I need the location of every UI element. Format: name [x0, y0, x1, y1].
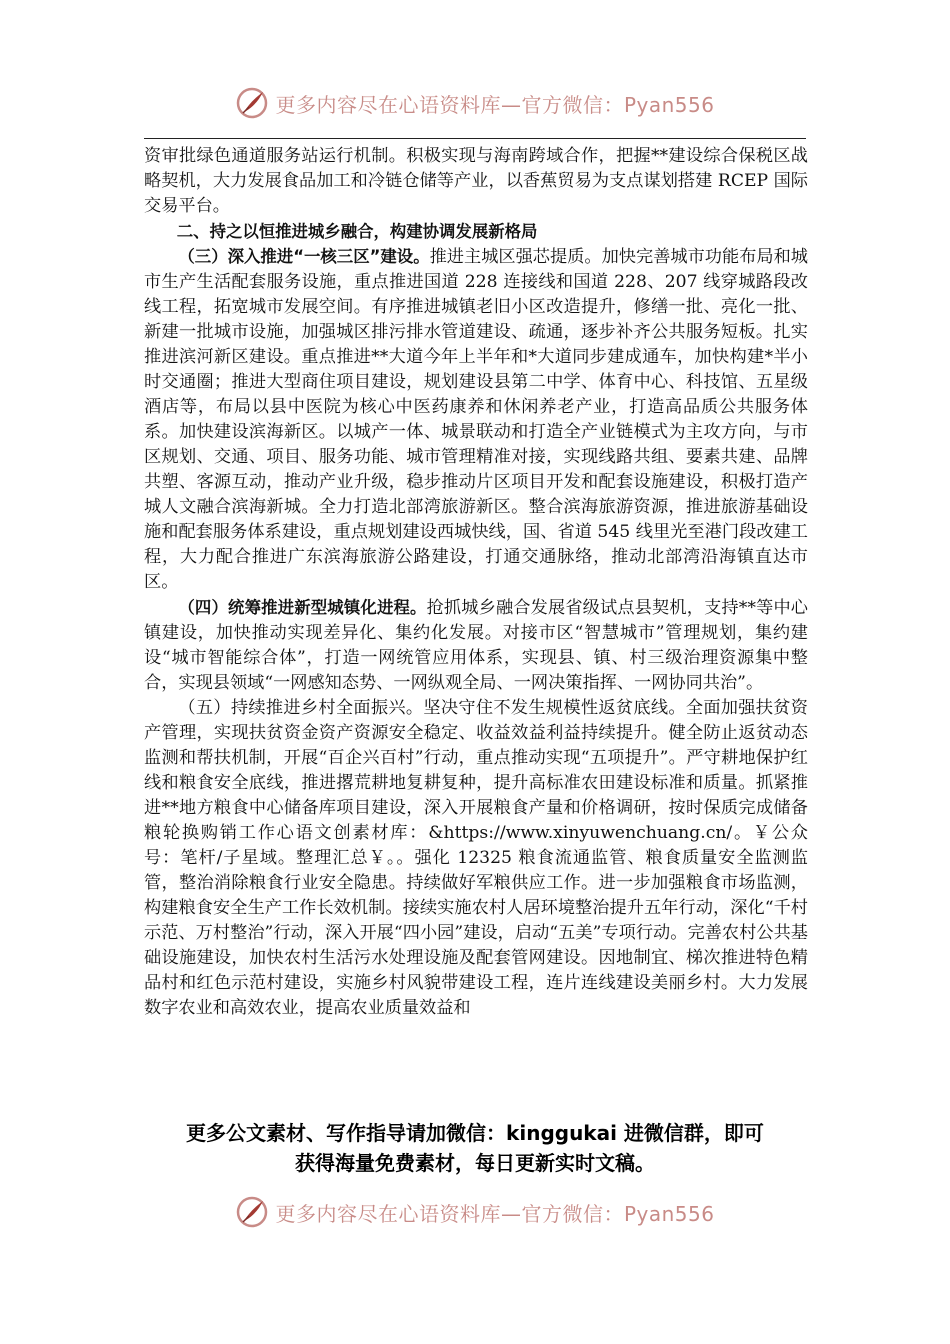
- paragraph-4-lead: （四）统筹推进新型城镇化进程。: [178, 598, 427, 617]
- feather-pen-logo-icon: [235, 1195, 269, 1229]
- document-body: [144, 144, 808, 1021]
- footer-banner: [0, 1195, 950, 1229]
- paragraph-4-text: 抢抓城乡融合发展省级试点县契机，支持**等中心镇建设，加快推动实现差异化、集约化发展。对接市区“智慧城市”管理规划，集约建设“城市智能综合体”，打造一网统管应用体系，实现县、镇、村三级治理资源集中整合，实现县领域“一网感知态势、一网纵观全局、一网决策指挥、一网协同共治”。: [144, 598, 808, 693]
- paragraph-4: [144, 595, 808, 696]
- footer-notice-line-2: 获得海量免费素材，每日更新实时文稿。: [295, 1151, 655, 1175]
- header-banner: [0, 86, 950, 120]
- paragraph-5: （五）持续推进乡村全面振兴。坚决守住不发生规模性返贫底线。全面加强扶贫资产管理，实现扶贫资金资产资源安全稳定、收益效益利益持续提升。健全防止返贫动态监测和帮扶机制，开展“百企兴百村”行动，重点推动实现“五项提升”。严守耕地保护红线和粮食安全底线，推进撂荒耕地复耕复种，提升高标准农田建设标准和质量。抓紧推进**地方粮食中心储备库项目建设，深入开展粮食产量和价格调研，按时保质完成储备粮轮换购销工作心语文创素材库：&https://www.xinyuwenchuang.cn/。￥公众号：笔杆/子星域。整理汇总￥。。强化 12325 粮食流通监管、粮食质量安全监测监管，整治消除粮食行业安全隐患。持续做好军粮供应工作。进一步加强粮食市场监测，构建粮食安全生产工作长效机制。接续实施农村人居环境整治提升五年行动，深化“千村示范、万村整治”行动，深入开展“四小园”建设，启动“五美”专项行动。完善农村公共基础设施建设，加快农村生活污水处理设施及配套管网建设。因地制宜、梯次推进特色精品村和红色示范村建设，实施乡村风貌带建设工程，连片连线建设美丽乡村。大力发展数字农业和高效农业，提高农业质量效益和: [144, 698, 808, 1018]
- paragraph-1: 资审批绿色通道服务站运行机制。积极实现与海南跨域合作，把握**建设综合保税区战略契机，大力发展食品加工和冷链仓储等产业，以香蕉贸易为支点谋划搭建 RCEP 国际交易平台。: [144, 146, 808, 216]
- footer-notice-line-1: 更多公文素材、写作指导请加微信：kinggukai 进微信群，即可: [186, 1121, 764, 1145]
- paragraph-3-lead: （三）深入推进“一核三区”建设。: [178, 247, 430, 266]
- footer-notice: [130, 1118, 820, 1178]
- header-banner-text: 更多内容尽在心语资料库—官方微信：Pyan556: [275, 92, 715, 117]
- section-heading-2: 二、持之以恒推进城乡融合，构建协调发展新格局: [176, 222, 538, 241]
- footer-banner-text: 更多内容尽在心语资料库—官方微信：Pyan556: [275, 1201, 715, 1226]
- feather-pen-logo-icon: [235, 86, 269, 120]
- paragraph-3-text: 推进主城区强芯提质。加快完善城市功能布局和城市生产生活配套服务设施，重点推进国道 228 连接线和国道 228、207 线穿城路段改线工程，拓宽城市发展空间。有序推进城镇老旧小区改造提升，修缮一批、亮化一批、新建一批城市设施，加强城区排污排水管道建设、疏通，逐步补齐公共服务短板。扎实推进滨河新区建设。重点推进**大道今年上半年和*大道同步建成通车，加快构建*半小时交通圈；推进大型商住项目建设，规划建设县第二中学、体育中心、科技馆、五星级酒店等，布局以县中医院为核心中医药康养和休闲养老产业，打造高品质公共服务体系。加快建设滨海新区。以城产一体、城景联动和打造全产业链模式为主攻方向，与市区规划、交通、项目、服务功能、城市管理精准对接，实现线路共组、要素共建、品牌共塑、客源互动，推动产业升级，稳步推动片区项目开发和配套设施建设，积极打造产城人文融合滨海新城。全力打造北部湾旅游新区。整合滨海旅游资源，推进旅游基础设施和配套服务体系建设，重点规划建设西城快线，国、省道 545 线里光至港门段改建工程，大力配合推进广东滨海旅游公路建设，打通交通脉络，推动北部湾沿海镇直达市区。: [144, 247, 808, 592]
- paragraph-3: [144, 244, 808, 595]
- header-divider: [144, 138, 806, 139]
